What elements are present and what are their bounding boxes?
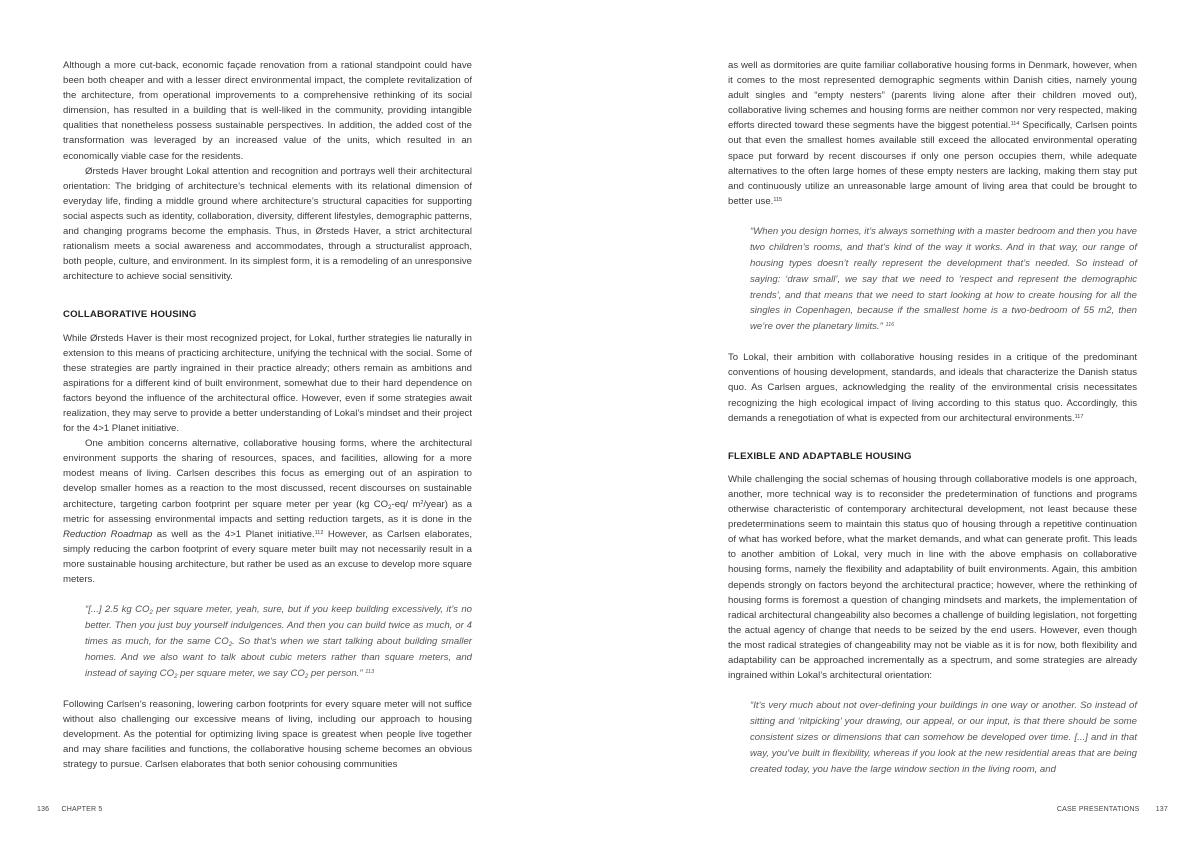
left-text-column: [63, 58, 472, 772]
footnote-ref-117: 117: [1074, 413, 1084, 420]
running-footer-chapter: CHAPTER 5: [61, 806, 103, 813]
paragraph-intro-1: Although a more cut-back, economic façade renovation from a rational standpoint could have been both cheaper and with a lesser direct environmental impact, the complete revitalization of the architecture, from operational improvements to a comprehensive rethinking of its social dimension, has resulted in a building that is well-liked in the community, providing intangible qualities that nonetheless possess sustainable perspectives. In addition, the added cost of the transformation was leveraged by an increased value of the units, which resulted in an economically viable case for the residents.: [63, 60, 472, 162]
paragraph-collab-1: While Ørsteds Haver is their most recognized project, for Lokal, further strategies lie naturally in extension to this means of practicing architecture, unifying the technical with the social. Some of these strategies are partly ingrained in their practice already; others remain as ambitions and aspirations for a different kind of built environment, somewhat due to their hard dependence on factors beyond the influence of the architectural office. However, even if some strategies await realization, they may serve to provide a better understanding of Lokal’s mindset and their project for the 4>1 Planet initiative.: [63, 332, 472, 435]
footnote-ref-116: 116: [885, 322, 895, 329]
page-number-left: 136: [37, 806, 50, 813]
paragraph-collab-3: Following Carlsen’s reasoning, lowering carbon footprints for every square meter will not suffice without also challenging our excessive means of living, including our approach to housing development. As the potential for optimizing living space is greatest when people live together and may share facilities and functions, the collaborative housing scheme becomes an obvious strategy to pursue. Carlsen elaborates that both senior cohousing communities: [63, 698, 472, 770]
footnote-ref-115: 115: [773, 196, 783, 203]
footnote-ref-113: 113: [365, 668, 375, 675]
paragraph-continued: as well as dormitories are quite familiar collaborative housing forms in Denmark, however, when it comes to the most represented demographic segments within Danish cities, namely young adult singles and “empty nesters” (parents living alone after their children moved out), collaborative living schemes and housing forms are neither common nor very respected, making efforts directed toward these segments have the biggest potential.$^{114}$ Specifically, Carlsen points out that even the smallest homes available still exceed the allocated environmental operating space put forward by recent discourses if only one person occupies them, while adequate alternatives to the often large homes of these empty nesters are lacking, making them stay put and continuously utilize an unreasonable large amount of living area that could be brought to better use.$^{115}$: [728, 60, 1137, 207]
paragraph-intro-2: Ørsteds Haver brought Lokal attention and recognition and portrays well their architectural orientation: The bridging of architecture’s technical elements with its relational dimension of everyday life, finding a middle ground where architecture’s structural capacities for supporting social aspects such as identity, collaboration, diversity, different lifestyles, demographic patterns, and changing programs become the emphasis. Thus, in Ørsteds Haver, a strict architectural rationalism meets a social awareness and accommodates, through a structuralist approach, both people, culture, and environment. In its simplest form, it is a remodeling of an unresponsive architecture to achieve social sensitivity.: [63, 165, 472, 283]
left-footer: [37, 806, 103, 813]
block-quote-1: “[...] 2.5 kg $CO_2$ per square meter, yeah, sure, but if you keep building excessively, it’s no better. Then you just buy yourself indulgences. And then you can build twice as much, or 4 times as much, for the same $CO_2$. So that’s when we start talking about building smaller homes. And we also want to talk about cubic meters rather than square meters, and instead of saying $CO_2$ per square meter, we say $CO_2$ per person.” $^{113}$: [85, 604, 472, 680]
section-heading-collaborative-housing: COLLABORATIVE HOUSING: [63, 309, 197, 321]
paragraph-lokal-ambition: To Lokal, their ambition with collaborative housing resides in a critique of the predominant conventions of housing development, standards, and ideals that characterize the Danish status quo. As Carlsen argues, acknowledging the reality of the environmental crisis necessitates recognizing the high ecological impact of living according to this status quo. Accordingly, this demands a renegotiation of what is expected from our architectural environments.$^{117}$: [728, 352, 1137, 424]
paragraph-collab-2: One ambition concerns alternative, collaborative housing forms, where the architectural environment supports the sharing of resources, spaces, and facilities, allowing for a more modest means of living. Carlsen describes this focus as emerging out of an aspiration to develop smaller homes as a reaction to the most discussed, recent discourses on sustainable architecture, targeting carbon footprint per square meter per year (kg $CO_2-eq/$ $m^2/year$) as a metric for assessing environmental impacts and setting reduction targets, as it is done in the Reduction Roadmap as well as the 4>1 Planet initiative.$^{112}$ However, as Carlsen elaborates, simply reducing the carbon footprint of every square meter built may not necessarily result in a more sustainable housing architecture, but rather be used as an excuse to develop more square meters.: [63, 438, 473, 585]
running-footer-section: CASE PRESENTATIONS: [1056, 806, 1140, 813]
right-footer: [1057, 806, 1168, 813]
section-heading-flexible-housing: FLEXIBLE AND ADAPTABLE HOUSING: [728, 450, 912, 462]
footnote-ref-112: 112: [314, 529, 324, 536]
right-page: [600, 0, 1200, 849]
right-text-column: [728, 58, 1137, 778]
block-quote-3: “It’s very much about not over-defining your buildings in one way or another. So instead of sitting and ‘nitpicking’ your drawing, our appeal, or our input, is that there should be some consistent sizes or dimensions that can somehow be developed over time. [...] and in that way, you’ve built in flexibility, whereas if you look at the new residential areas that are being created today, you have the large window section in the living room, and: [750, 700, 1137, 775]
page-number-right: 137: [1155, 806, 1168, 813]
footnote-ref-114: 114: [1010, 121, 1020, 128]
paragraph-flexible: While challenging the social schemas of housing through collaborative models is one approach, another, more technical way is to reconsider the predetermination of functions and programs otherwise characteristic of contemporary architectural development, not least because these predeterminations seem to maintain this status quo of housing through a repetitive continuation of what has worked before, what the market demands, and what can generate profit. This leads to another ambition of Lokal, very much in line with the above emphasis on collaborative housing forms, namely the flexibility and adaptability of built environments. Again, this ambition depends strongly on factors beyond the architectural practice; however, where the rethinking of housing forms is foremost a question of changing mindsets and markets, the implementation of radical architectural changeability also becomes a challenge of building legislation, not forgetting the actual agency of change that needs to be seized by the end users. However, even though the most radical strategies of changeability may not be viable as it is for now, both flexibility and adaptability can be approached incrementally as a spectrum, and some strategies are already ingrained within Lokal’s architectural orientation:: [728, 473, 1137, 682]
block-quote-2: “When you design homes, it’s always something with a master bedroom and then you have two children’s rooms, and that’s kind of the way it works. And in that way, our range of housing types doesn’t really represent the development that’s needed. So instead of saying: ‘draw small’, we say that we need to ‘respect and represent the demographic trends’, and that means that we need to start looking at how to create housing for all the singles in Copenhagen, because if the smallest home is a two-bedroom of 55 m2, then we’re over the planetary limits.” $^{116}$: [750, 225, 1137, 333]
